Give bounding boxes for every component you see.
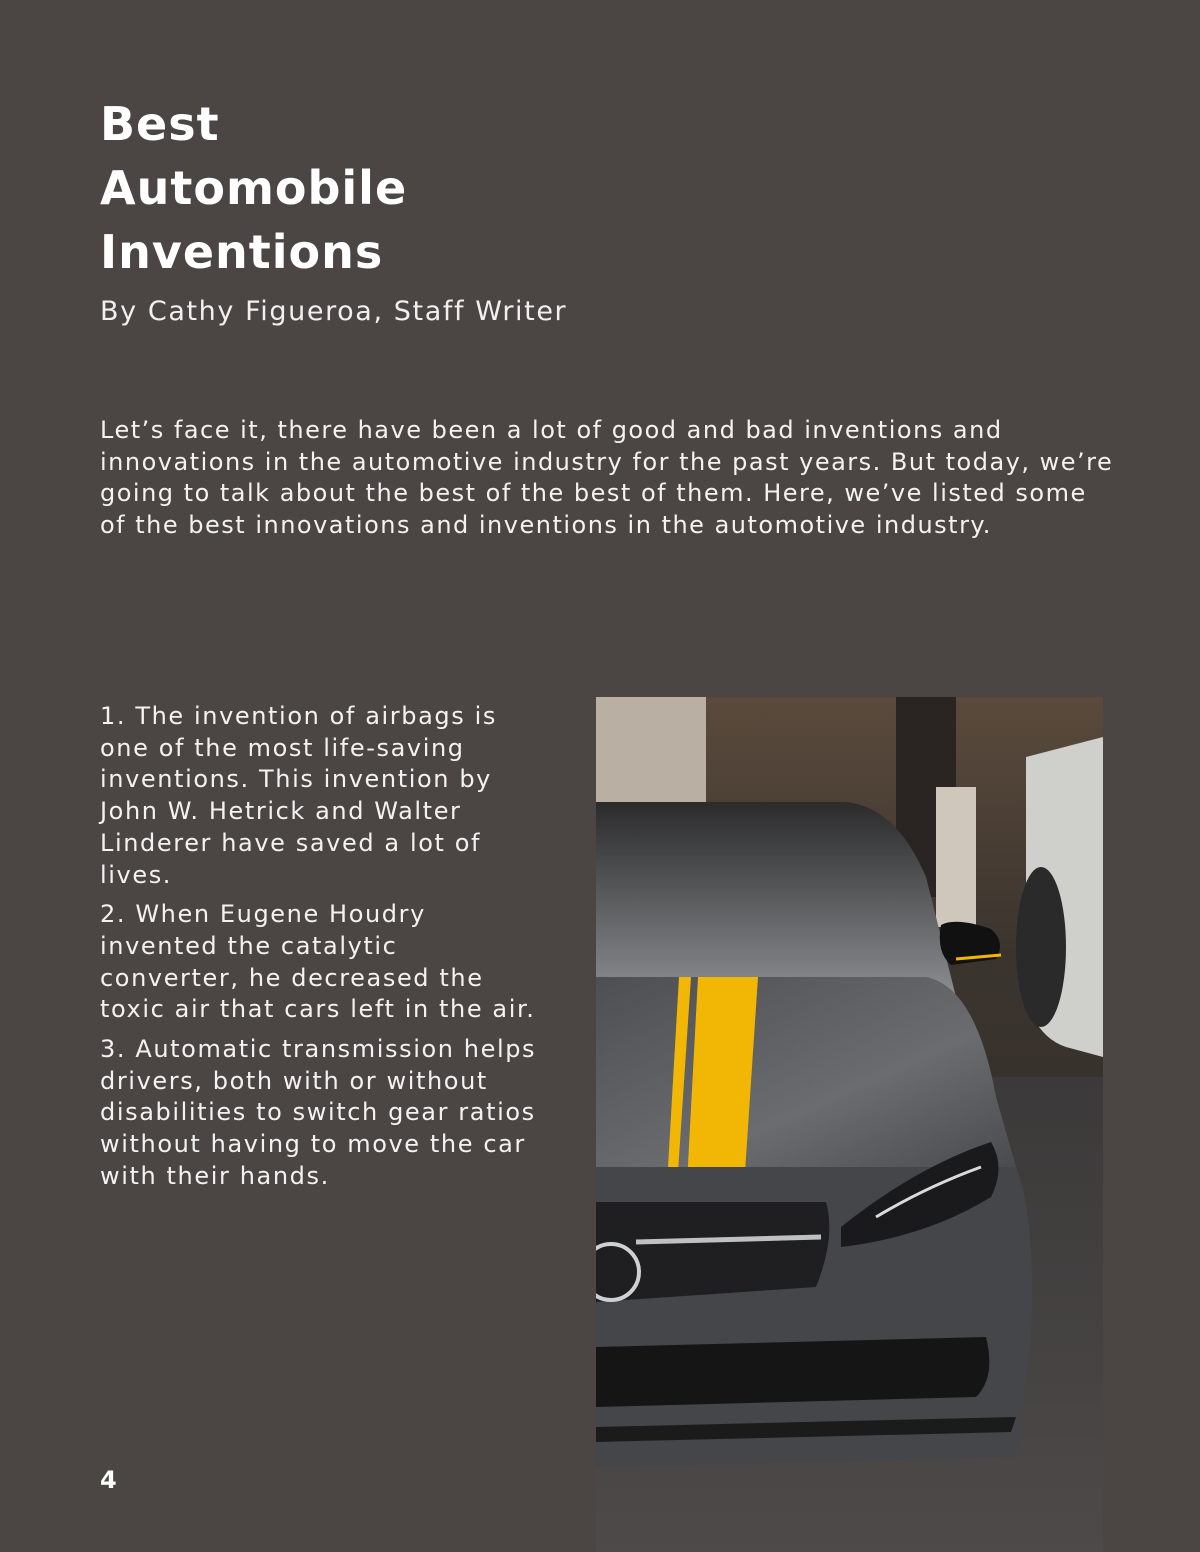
title-line-2: Automobile <box>100 161 408 215</box>
article-title <box>100 92 600 284</box>
title-line-1: Best <box>100 97 220 151</box>
byline: By Cathy Figueroa, Staff Writer <box>100 296 568 327</box>
list-item: 1. The invention of airbags is one of the most life-saving inventions. This invention by John W. Hetrick and Walter Linderer have saved a lot of lives. <box>100 702 497 889</box>
title-line-3: Inventions <box>100 225 384 279</box>
list-item: 2. When Eugene Houdry invented the catalytic converter, he decreased the toxic air that cars left in the air. <box>100 900 536 1024</box>
list-item: 3. Automatic transmission helps drivers, both with or without disabilities to switch gear ratios without having to move the car with their hands. <box>100 1035 537 1190</box>
car-photo <box>596 697 1103 1552</box>
car-illustration <box>596 697 1103 1552</box>
inventions-list <box>100 701 540 1201</box>
intro-paragraph: Let’s face it, there have been a lot of good and bad inventions and innovations in the automotive industry for the past years. But today, we’re going to talk about the best of the best of them. Here, we’ve listed some of the best innovations and inventions in the automotive industry. <box>100 416 1114 539</box>
page-number: 4 <box>100 1466 117 1494</box>
